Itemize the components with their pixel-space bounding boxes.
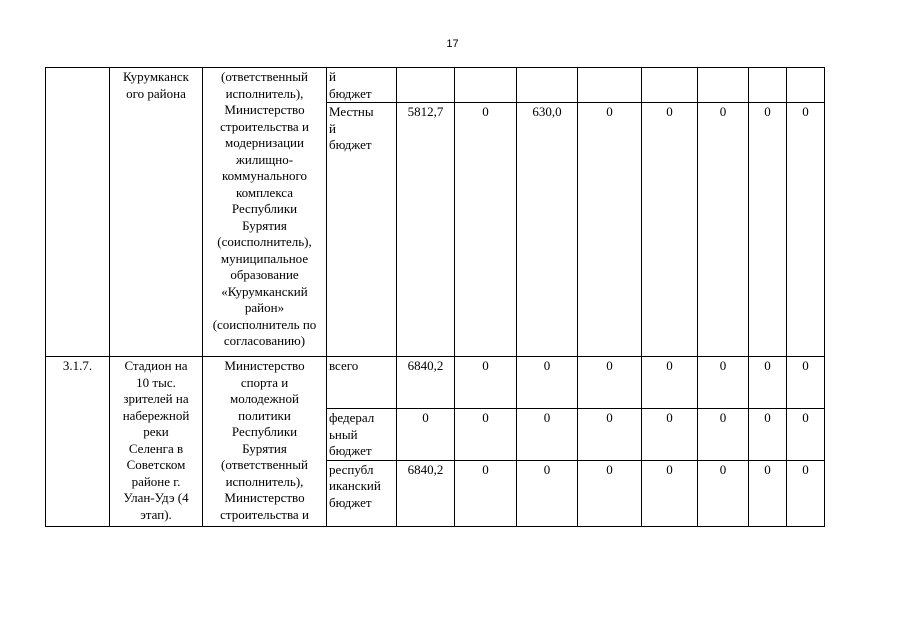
item-executor-line: жилищно- [235,151,294,167]
item-executor-line: Республики [231,424,298,439]
value-cell: 0 [642,357,698,409]
value-cell: 0 [455,357,517,409]
item-executor-line: исполнитель), [225,85,304,101]
value-cell: 0 [787,357,825,409]
item-name-line: этап). [140,506,172,522]
item-name-line: ого района [126,85,186,101]
funding-source-line: бюджет [329,85,372,101]
table-row [46,357,825,409]
item-executor-line: комплекса [235,184,294,200]
funding-source [327,357,397,409]
table-body [46,68,825,527]
item-name-line: Стадион на [124,358,188,373]
funding-source-line: бюджет [329,443,372,458]
value-cell: 5812,7 [397,103,455,357]
item-executor-line: образование [230,267,299,282]
funding-source-line: й [329,69,336,84]
item-executor-line: коммунального [221,168,308,183]
value-cell: 0 [455,460,517,526]
item-executor-line: строительства и [220,118,309,134]
value-cell: 0 [698,460,749,526]
item-name-line: Курумканск [122,69,189,84]
item-executor-line: район» [244,300,285,315]
item-executor-line: муниципальное [220,250,309,266]
funding-source [327,103,397,357]
funding-source-line: всего [329,358,359,373]
value-cell: 0 [698,409,749,461]
value-cell: 0 [397,409,455,461]
item-executor-line: молодежной [230,391,299,406]
item-executor-line: Министерство [224,490,305,505]
item-name-line: набережной [122,407,190,423]
value-cell: 0 [787,409,825,461]
item-name-line: Улан-Удэ (4 [123,490,189,505]
funding-source-line: республ [329,461,374,477]
value-cell: 0 [642,460,698,526]
value-cell [749,68,787,103]
item-executor-line: (ответственный [221,457,308,472]
funding-source-line: й [329,120,336,136]
value-cell: 0 [749,460,787,526]
value-cell: 0 [578,409,642,461]
value-cell [517,68,578,103]
value-cell [642,68,698,103]
funding-source [327,409,397,461]
value-cell: 0 [517,357,578,409]
funding-source [327,68,397,103]
value-cell: 6840,2 [397,357,455,409]
item-name [110,68,203,357]
value-cell: 0 [642,409,698,461]
funding-source-line: ьный [329,426,358,442]
value-cell [578,68,642,103]
item-executor-line: Министерство [224,102,305,117]
item-name [110,357,203,527]
item-executor [203,68,327,357]
value-cell: 0 [749,409,787,461]
item-executor-line: модернизации [225,135,304,150]
funding-source-line: федерал [329,410,375,425]
budget-table [45,67,825,527]
item-executor [203,357,327,527]
page-number: 17 [446,38,459,50]
value-cell [698,68,749,103]
value-cell: 0 [642,103,698,357]
value-cell: 0 [749,103,787,357]
value-cell: 6840,2 [397,460,455,526]
value-cell: 0 [578,103,642,357]
item-executor-line: Республики [231,201,298,216]
value-cell: 0 [517,409,578,461]
value-cell: 0 [578,357,642,409]
value-cell: 0 [698,103,749,357]
item-name-line: 10 тыс. [136,374,176,390]
item-executor-line: (ответственный [221,69,308,84]
item-name-line: Советском [126,457,186,472]
item-executor-line: строительства и [220,506,309,522]
value-cell [455,68,517,103]
item-number: 3.1.7. [46,357,110,527]
item-executor-line: Бурятия [242,217,287,233]
value-cell: 0 [517,460,578,526]
item-executor-line: «Курумканский [221,283,308,299]
item-executor-line: (соисполнитель), [217,234,312,249]
value-cell: 0 [787,460,825,526]
value-cell: 0 [455,409,517,461]
funding-source-line: иканский [329,478,381,493]
value-cell [397,68,455,103]
item-executor-line: Министерство [224,358,305,373]
item-name-line: Селенга в [128,440,184,456]
value-cell: 0 [749,357,787,409]
value-cell: 0 [455,103,517,357]
value-cell: 630,0 [517,103,578,357]
funding-source-line: Местны [329,104,374,119]
item-name-line: реки [143,424,169,439]
value-cell [787,68,825,103]
item-name-line: зрителей на [123,391,189,406]
item-executor-line: (соисполнитель по [212,316,317,332]
value-cell: 0 [698,357,749,409]
item-executor-line: спорта и [240,374,289,390]
item-number [46,68,110,357]
item-executor-line: согласованию) [223,333,306,348]
item-name-line: районе г. [131,473,181,489]
value-cell: 0 [787,103,825,357]
item-executor-line: исполнитель), [225,473,304,489]
funding-source [327,460,397,526]
item-executor-line: политики [238,407,291,423]
item-executor-line: Бурятия [242,440,287,456]
value-cell: 0 [578,460,642,526]
funding-source-line: бюджет [329,137,372,152]
table-row [46,68,825,103]
funding-source-line: бюджет [329,494,372,510]
